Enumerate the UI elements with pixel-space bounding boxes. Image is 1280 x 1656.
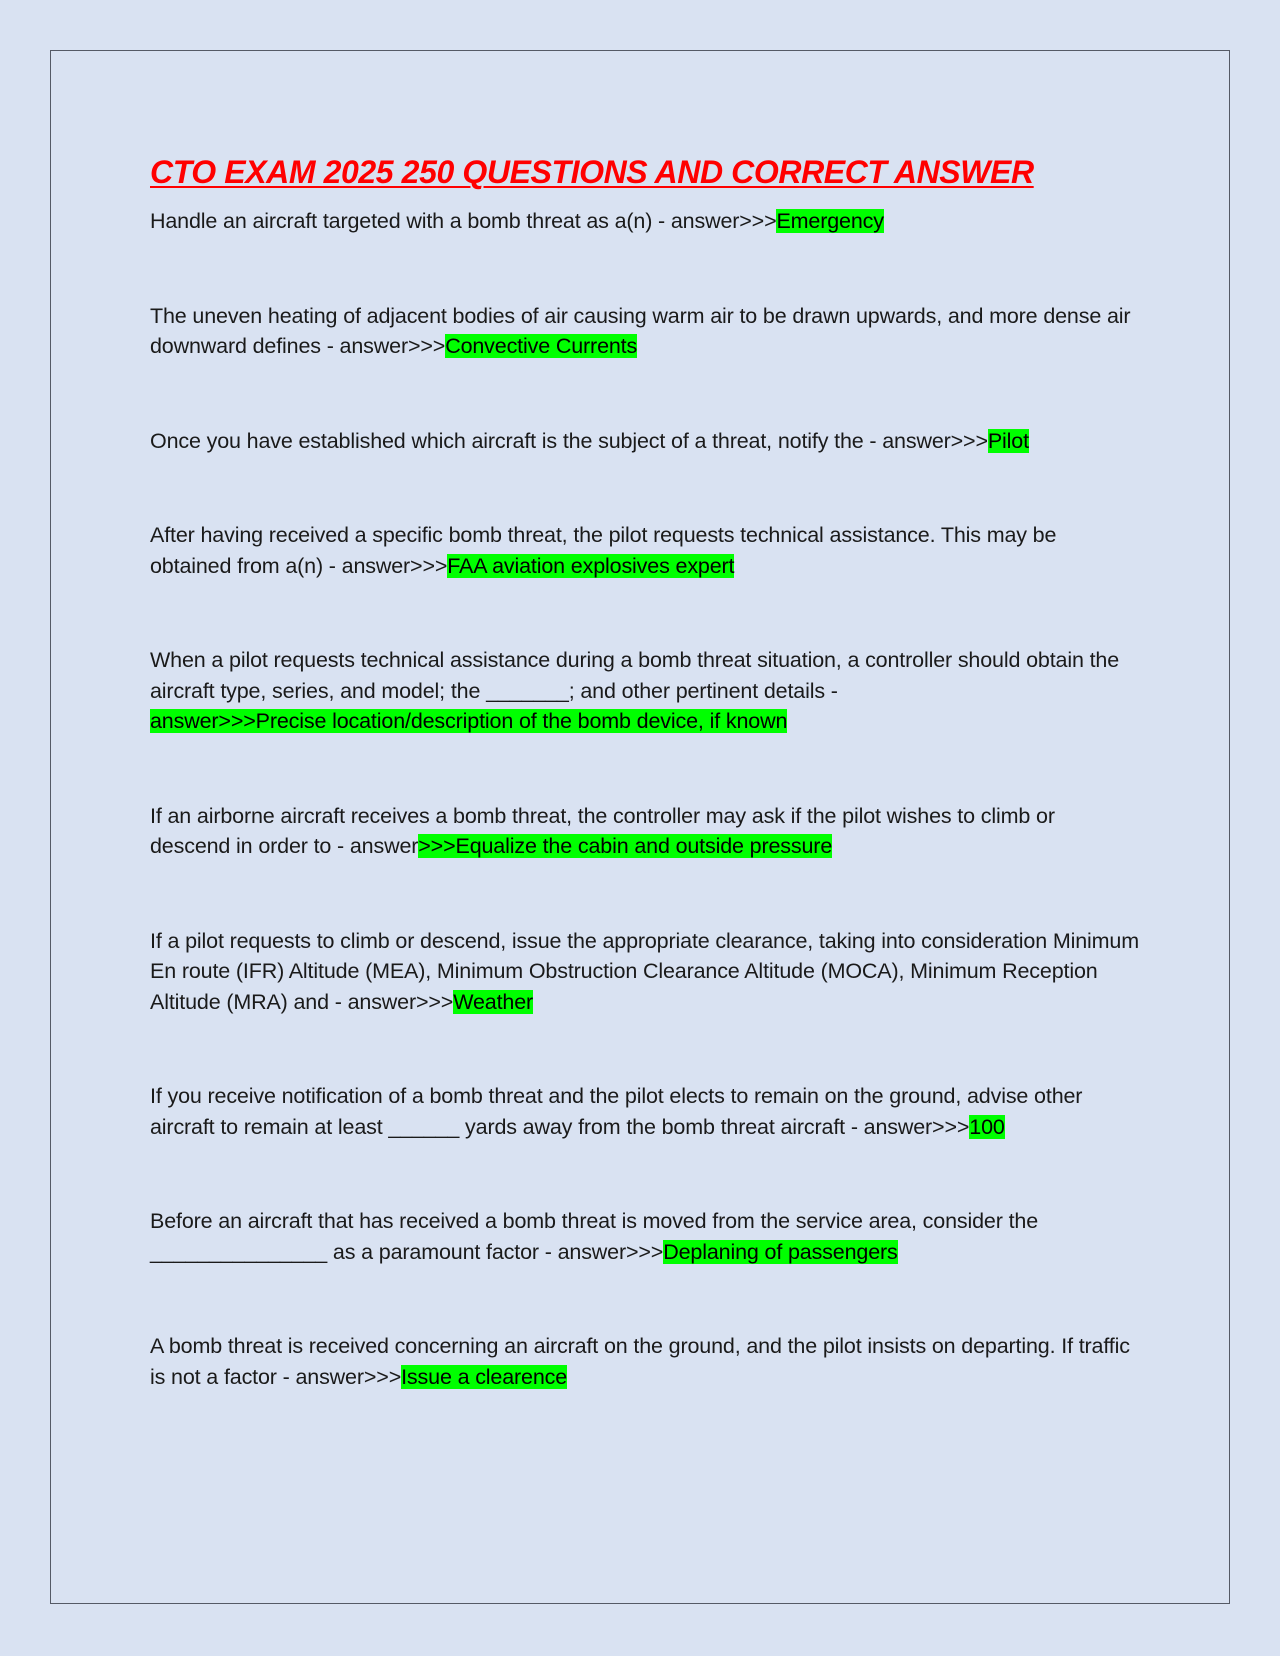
- answer-text: Convective Currents: [445, 334, 638, 358]
- document-body: [150, 152, 1140, 1456]
- answer-text: Pilot: [987, 428, 1029, 453]
- question-text: When a pilot requests technical assistance during a bomb threat situation, a controller should obtain the aircraft type, series, and model; the _______; and other pertinent details -: [150, 648, 1120, 703]
- answer-text: Deplaning of passengers: [663, 1239, 898, 1264]
- answer-text: 100: [969, 1114, 1005, 1139]
- answer-text: Emergency: [776, 209, 884, 233]
- qa-item: [150, 301, 1140, 362]
- qa-item: [150, 1081, 1140, 1142]
- qa-item: [150, 206, 1140, 237]
- qa-item: [150, 926, 1140, 1018]
- document-title: CTO EXAM 2025 250 QUESTIONS AND CORRECT ANSWER: [150, 154, 1034, 190]
- question-text: Before an aircraft that has received a bomb threat is moved from the service area, consider the _______________ as a paramount factor - answer>>>: [150, 1209, 1039, 1264]
- qa-item: [150, 801, 1140, 862]
- question-text: If a pilot requests to climb or descend, issue the appropriate clearance, taking into consideration Minimum En route (IFR) Altitude (MEA), Minimum Obstruction Clearance Altitude (MOCA), Minimum Reception Altitude (MRA) and - answer>>>: [150, 928, 1140, 1014]
- question-text: Once you have established which aircraft is the subject of a threat, notify the - answer>>>: [150, 428, 988, 453]
- question-text: The uneven heating of adjacent bodies of air causing warm air to be drawn upwards, and more dense air downward defines - answer>>>: [150, 303, 1131, 358]
- question-text: If an airborne aircraft receives a bomb threat, the controller may ask if the pilot wishes to climb or descend in order to - answer: [150, 803, 1055, 858]
- qa-item: [150, 645, 1140, 737]
- qa-item: [150, 426, 1140, 457]
- question-text: A bomb threat is received concerning an aircraft on the ground, and the pilot insists on departing. If traffic is not a factor - answer>>>: [150, 1334, 1130, 1389]
- question-text: Handle an aircraft targeted with a bomb threat as a(n) - answer>>>: [150, 209, 777, 233]
- answer-text: Weather: [453, 989, 534, 1014]
- answer-text: FAA aviation explosives expert: [447, 553, 735, 578]
- qa-item: [150, 520, 1140, 581]
- question-text: After having received a specific bomb threat, the pilot requests technical assistance. This may be obtained from a(n) - answer>>>: [150, 523, 1057, 578]
- answer-text: answer>>>Precise location/description of the bomb device, if known: [150, 709, 788, 733]
- qa-item: [150, 1206, 1140, 1267]
- answer-text: Issue a clearence: [401, 1364, 568, 1389]
- question-text: If you receive notification of a bomb threat and the pilot elects to remain on the ground, advise other aircraft to remain at least ______ yards away from the bomb threat aircraft - answer>>>: [150, 1084, 1083, 1139]
- qa-item: [150, 1331, 1140, 1392]
- answer-text: >>>Equalize the cabin and outside pressure: [418, 834, 833, 858]
